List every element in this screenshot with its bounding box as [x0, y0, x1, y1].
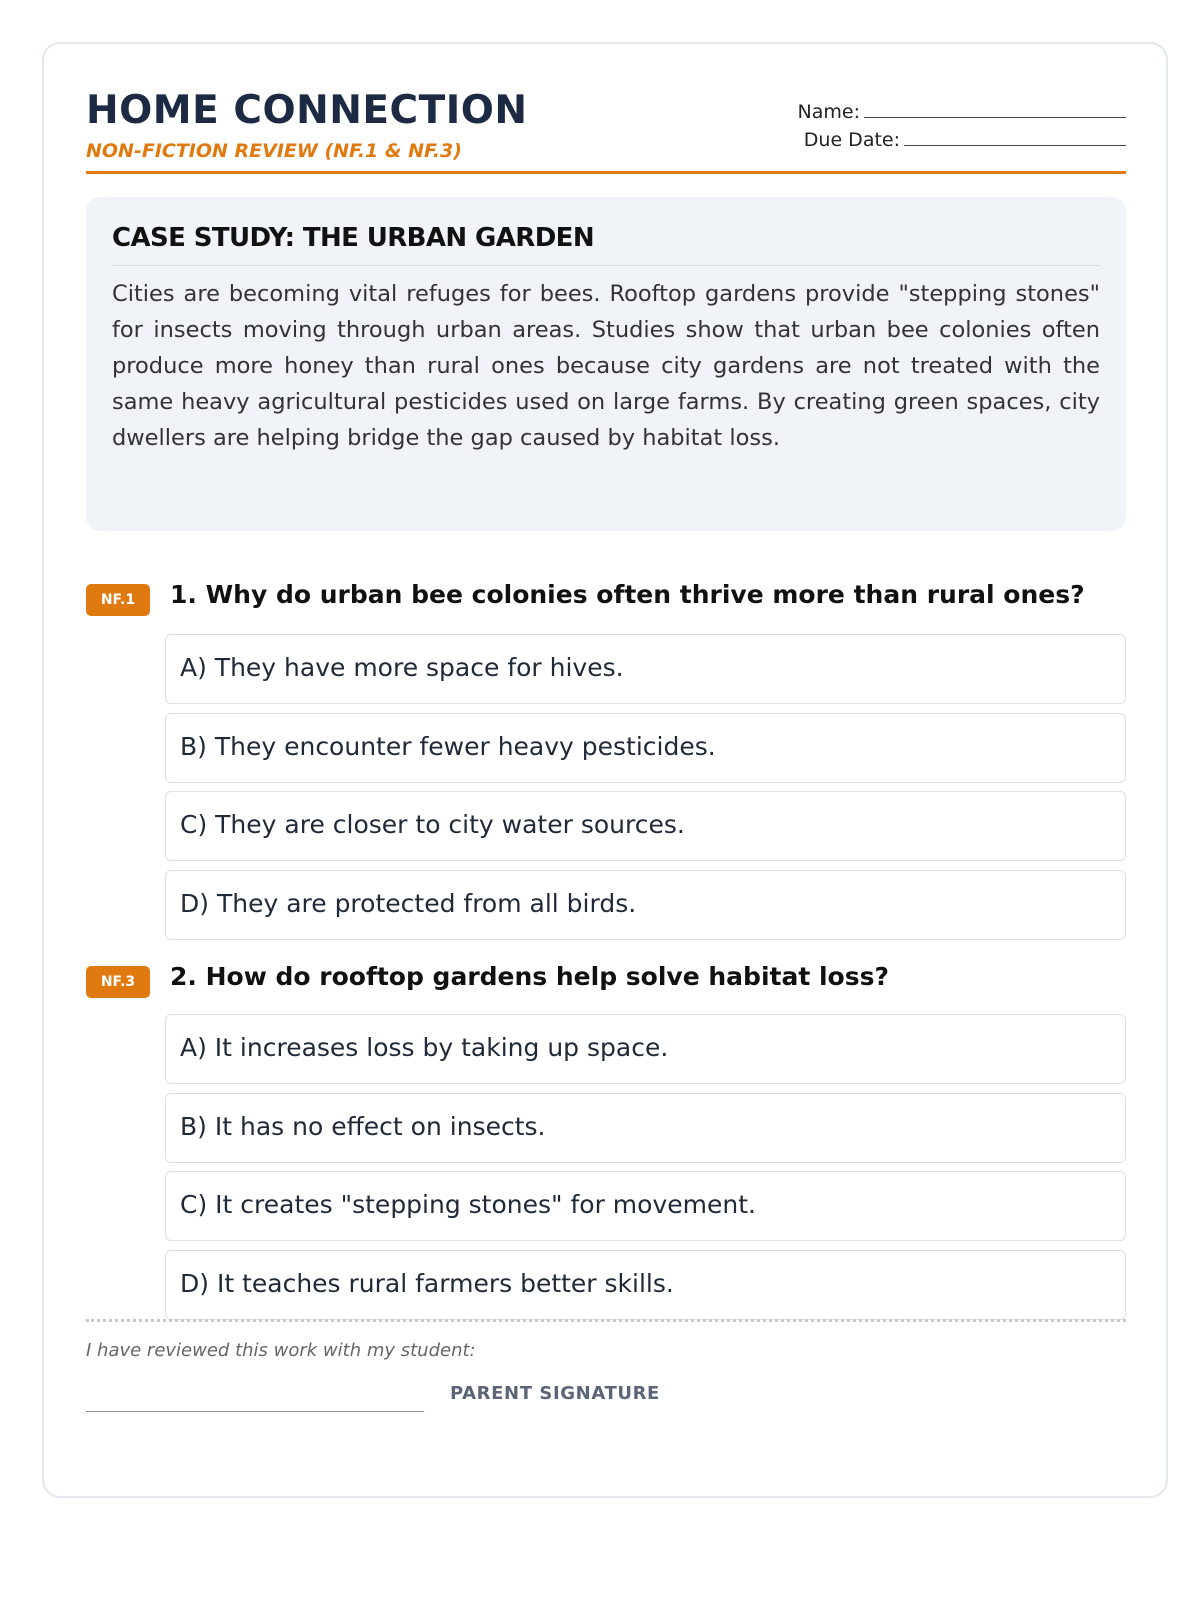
due-date-label: Due Date:	[803, 129, 900, 151]
case-study-panel	[86, 197, 1126, 531]
worksheet-page	[42, 42, 1168, 1498]
student-info	[798, 98, 1126, 154]
due-date-row	[798, 126, 1126, 154]
answer-option-c[interactable]: C) It creates "stepping stones" for movement.	[165, 1171, 1126, 1241]
answer-option-d[interactable]: D) They are protected from all birds.	[165, 870, 1126, 940]
name-field[interactable]	[864, 102, 1126, 118]
review-statement: I have reviewed this work with my student:	[86, 1340, 476, 1361]
case-study-text: Cities are becoming vital refuges for bees. Rooftop gardens provide "stepping stones" for insects moving through urban areas. Studies show that urban bee colonies often produce more honey than rural ones because city gardens are not treated with the same heavy agricultural pesticides used on large farms. By creating green spaces, city dwellers are helping bridge the gap caused by habitat loss.	[112, 281, 1100, 451]
answer-option-a[interactable]: A) They have more space for hives.	[165, 634, 1126, 704]
answer-option-b[interactable]: B) They encounter fewer heavy pesticides.	[165, 713, 1126, 783]
name-row	[798, 98, 1126, 126]
answer-option-b[interactable]: B) It has no effect on insects.	[165, 1093, 1126, 1163]
page-subtitle: NON-FICTION REVIEW (NF.1 & NF.3)	[86, 140, 462, 162]
standard-badge: NF.1	[86, 584, 150, 616]
standard-badge: NF.3	[86, 966, 150, 998]
answer-option-c[interactable]: C) They are closer to city water sources.	[165, 791, 1126, 861]
question-text: 1. Why do urban bee colonies often thrive more than rural ones?	[170, 580, 1085, 609]
case-study-title: CASE STUDY: THE URBAN GARDEN	[112, 223, 1100, 266]
answer-option-d[interactable]: D) It teaches rural farmers better skills.	[165, 1250, 1126, 1320]
name-label: Name:	[797, 101, 860, 123]
parent-signature-section	[86, 1319, 1126, 1404]
answer-option-a[interactable]: A) It increases loss by taking up space.	[165, 1014, 1126, 1084]
signature-line[interactable]	[86, 1411, 424, 1412]
question-text: 2. How do rooftop gardens help solve habitat loss?	[170, 962, 889, 991]
signature-label: PARENT SIGNATURE	[450, 1383, 660, 1404]
due-date-field[interactable]	[904, 130, 1126, 146]
page-title: HOME CONNECTION	[86, 88, 528, 133]
worksheet-header	[86, 88, 1126, 174]
